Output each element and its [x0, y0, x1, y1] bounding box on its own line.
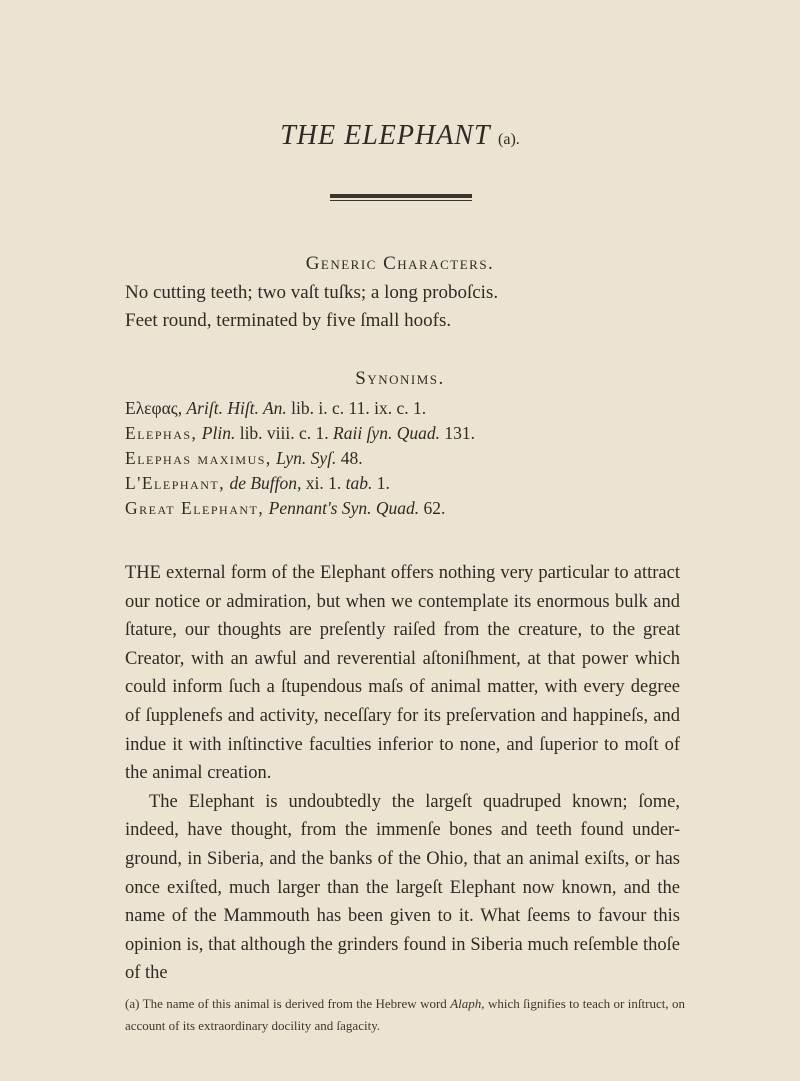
synonim-ref-italic: Pennant's Syn. Quad.: [268, 498, 420, 518]
synonim-ref: xi. 1.: [305, 473, 342, 493]
synonim-ref-italic: tab.: [345, 473, 373, 493]
synonim-entry: [125, 498, 445, 519]
footnote: [125, 993, 685, 1037]
synonim-name: Great Elephant,: [125, 498, 265, 518]
synonim-ref: 62.: [423, 498, 446, 518]
footnote-text-after: which ſignifies to teach or inſtruct, on account of its extraordinary docility and ſagacity.: [125, 996, 686, 1033]
synonim-ref-italic: Ariſt. Hiſt. An.: [186, 398, 287, 418]
paragraph-2: The Elephant is undoubtedly the largeſt quadruped known; ſome, indeed, have thought, from the immenſe bones and teeth found under-ground, in Siberia, and the banks of the Ohio, that an animal exiſts, or has once exiſted, much larger than the largeſt Elephant now known, and the name of the Mammouth has been given to it. What ſeems to favour this opinion is, that although the grinders found in Siberia much reſemble thoſe of the: [125, 791, 680, 984]
rule-thin: [330, 200, 472, 201]
rule-thick: [330, 194, 472, 198]
synonim-entry: [125, 398, 426, 419]
synonim-ref-italic: Lyn. Syſ.: [276, 448, 337, 468]
title-note-mark: (a).: [498, 131, 520, 148]
page-title: [0, 120, 800, 152]
paragraph-1: THE external form of the Elephant offers nothing very particular to attract our notice or admiration, but when we contemplate its enormous bulk and ſtature, our thoughts are preſently raiſed from the creature, to the great Creator, with an awful and reverential aſtoniſhment, at that power which could inform ſuch a ſtupendous maſs of animal matter, with every degree of ſupplenefs and activity, neceſſary for its preſervation and happineſs, and indue it with inſtinctive faculties inferior to none, and ſuperior to moſt of the animal creation.: [125, 563, 680, 784]
synonim-ref: 131.: [444, 423, 475, 443]
synonim-ref: lib. viii. c. 1.: [239, 423, 329, 443]
title-rule: [330, 194, 472, 201]
body-text: [125, 559, 680, 988]
synonims-heading: Synonims.: [355, 368, 445, 389]
synonim-ref: lib. i. c. 11. ix. c. 1.: [291, 398, 427, 418]
synonim-entry: [125, 423, 475, 444]
generic-line-2: Feet round, terminated by five ſmall hoofs.: [125, 310, 452, 331]
generic-line-1: No cutting teeth; two vaſt tuſks; a long proboſcis.: [125, 282, 499, 303]
synonim-name: Elephas maximus,: [125, 448, 272, 468]
footnote-text-before: The name of this animal is derived from the Hebrew word: [142, 996, 447, 1011]
synonim-ref-italic: Plin.: [201, 423, 236, 443]
synonim-entry: [125, 473, 390, 494]
synonim-ref-italic: Raii ſyn. Quad.: [333, 423, 440, 443]
synonim-ref: 1.: [376, 473, 390, 493]
footnote-word: Alaph,: [450, 996, 485, 1011]
synonim-entry: [125, 448, 363, 469]
footnote-mark: (a): [125, 996, 140, 1011]
synonim-ref-italic: de Buffon,: [229, 473, 302, 493]
synonim-name: Elephas,: [125, 423, 198, 443]
generic-characters-heading: Generic Characters.: [305, 253, 495, 274]
synonim-ref: 48.: [340, 448, 363, 468]
synonim-name: L'Elephant,: [125, 473, 226, 493]
synonim-name: Ελεφας,: [125, 398, 183, 418]
title-text: THE ELEPHANT: [280, 120, 491, 151]
